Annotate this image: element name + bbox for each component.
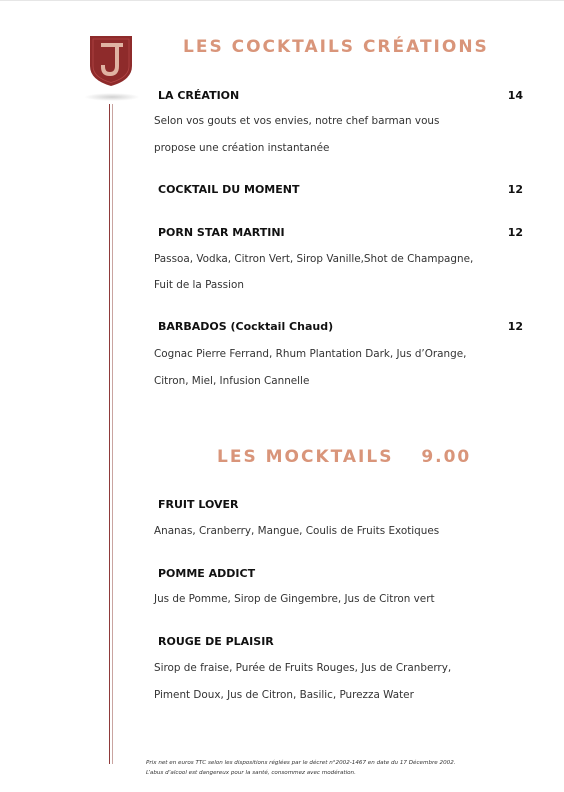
menu-item-price: 12: [507, 320, 523, 333]
menu-item-description: Piment Doux, Jus de Citron, Basilic, Purezza Water: [154, 689, 414, 701]
menu-item-price: 14: [507, 89, 523, 102]
menu-item-description: propose une création instantanée: [154, 142, 330, 154]
menu-item-description: Fuit de la Passion: [154, 279, 244, 291]
menu-item-name: BARBADOS (Cocktail Chaud): [158, 320, 334, 333]
menu-item-description: Selon vos gouts et vos envies, notre chef barman vous: [154, 115, 440, 127]
menu-item-price: 12: [507, 183, 523, 196]
legal-notice-prices: Prix net en euros TTC selon les dispositions réglées par le décret n°2002-1467 en date du 17 Décembre 2002.: [146, 760, 456, 766]
menu-item-description: Sirop de fraise, Purée de Fruits Rouges, Jus de Cranberry,: [154, 662, 452, 674]
cocktails-section-title: LES COCKTAILS CRÉATIONS: [183, 37, 489, 57]
menu-item-description: Ananas, Cranberry, Mangue, Coulis de Fruits Exotiques: [154, 525, 440, 537]
menu-item-description: Jus de Pomme, Sirop de Gingembre, Jus de Citron vert: [154, 593, 435, 605]
mocktails-title-text: LES MOCKTAILS: [217, 447, 394, 467]
mocktails-price: 9.00: [421, 447, 472, 467]
menu-item-name: POMME ADDICT: [158, 567, 256, 580]
logo-shadow: [84, 93, 140, 101]
menu-item-name: ROUGE DE PLAISIR: [158, 635, 274, 648]
menu-item-description: Citron, Miel, Infusion Cannelle: [154, 375, 310, 387]
menu-item-name: PORN STAR MARTINI: [158, 226, 285, 239]
mocktails-section-title: [217, 447, 471, 467]
restaurant-logo-icon: [90, 36, 132, 86]
menu-item-name: LA CRÉATION: [158, 89, 240, 102]
decorative-rule-right: [112, 104, 113, 764]
legal-notice-alcohol: L’abus d’alcool est dangereux pour la santé, consommez avec modération.: [146, 770, 356, 776]
decorative-rule-left: [109, 104, 110, 764]
top-divider: [0, 0, 564, 1]
menu-item-price: 12: [507, 226, 523, 239]
menu-item-description: Passoa, Vodka, Citron Vert, Sirop Vanille,Shot de Champagne,: [154, 253, 474, 265]
menu-item-description: Cognac Pierre Ferrand, Rhum Plantation Dark, Jus d’Orange,: [154, 348, 467, 360]
menu-item-name: COCKTAIL DU MOMENT: [158, 183, 300, 196]
menu-item-name: FRUIT LOVER: [158, 498, 239, 511]
